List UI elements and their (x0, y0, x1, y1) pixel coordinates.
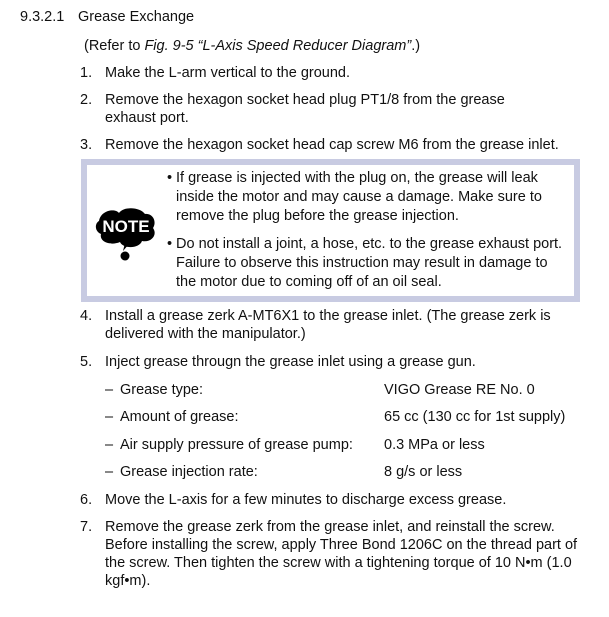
step-text: Install a grease zerk A-MT6X1 to the grease inlet. (The grease zerk is delivered with the manipulator.) (105, 308, 551, 342)
spec-value: VIGO Grease RE No. 0 (384, 382, 535, 398)
step-text: Remove the hexagon socket head plug PT1/8 from the grease exhaust port. (105, 92, 505, 126)
ref-figure-link: Fig. 9-5 “L-Axis Speed Reducer Diagram” (144, 38, 412, 54)
step-number: 4. (80, 308, 93, 324)
note-bullet-text: Do not install a joint, a hose, etc. to the grease exhaust port. Failure to observe this instruction may result in damage to the motor due to coming off of an oil seal. (176, 236, 563, 290)
spec-value: 8 g/s or less (384, 464, 463, 480)
step-number: 3. (80, 137, 93, 153)
note-icon (95, 204, 157, 262)
spec-value: 0.3 MPa or less (384, 437, 485, 453)
step-number: 7. (80, 519, 93, 535)
spec-label: Grease injection rate: (120, 464, 258, 480)
note-icon-label: NOTE (102, 217, 150, 236)
step-text: Remove the hexagon socket head cap screw M6 from the grease inlet. (105, 137, 559, 153)
step-number: 5. (80, 354, 93, 370)
step-text: Inject grease througn the grease inlet using a grease gun. (105, 354, 476, 370)
ref-prefix: (Refer to (84, 38, 145, 54)
figure-reference (84, 37, 420, 55)
note-bullet-text: If grease is injected with the plug on, the grease will leak inside the motor and may cause a damage. Make sure to remove the plug before the grease injection. (176, 170, 542, 224)
spec-label: Air supply pressure of grease pump: (120, 437, 353, 453)
step-text: Make the L-arm vertical to the ground. (105, 65, 351, 81)
step-number: 6. (80, 492, 93, 508)
spec-value: 65 cc (130 cc for 1st supply) (384, 409, 566, 425)
spec-label: Amount of grease: (120, 409, 239, 425)
note-box: NOTE • If grease is injected with the plug on, the grease will leak inside the motor and may cause a damage. Make sure to remove the plug before the grease injection. • Do not install a joint, a hose, etc. to the grease exhaust port. Failure to observe this instruction may result in damage to the motor due to coming off of an oil seal. (81, 159, 580, 302)
step-number: 1. (80, 65, 93, 81)
spec-label: Grease type: (120, 382, 204, 398)
ref-suffix: .) (411, 38, 421, 54)
section-number: 9.3.2.1 (20, 9, 65, 25)
step-text: Move the L-axis for a few minutes to discharge excess grease. (105, 492, 507, 508)
step-text: Remove the grease zerk from the grease inlet, and reinstall the screw. Before installing the screw, apply Three Bond 1206C on the thread part of the screw. Then tighten the screw with a tightening torque of 10 N•m (1.0 kgf•m). (105, 519, 578, 589)
step-number: 2. (80, 92, 93, 108)
section-title: Grease Exchange (78, 9, 195, 25)
